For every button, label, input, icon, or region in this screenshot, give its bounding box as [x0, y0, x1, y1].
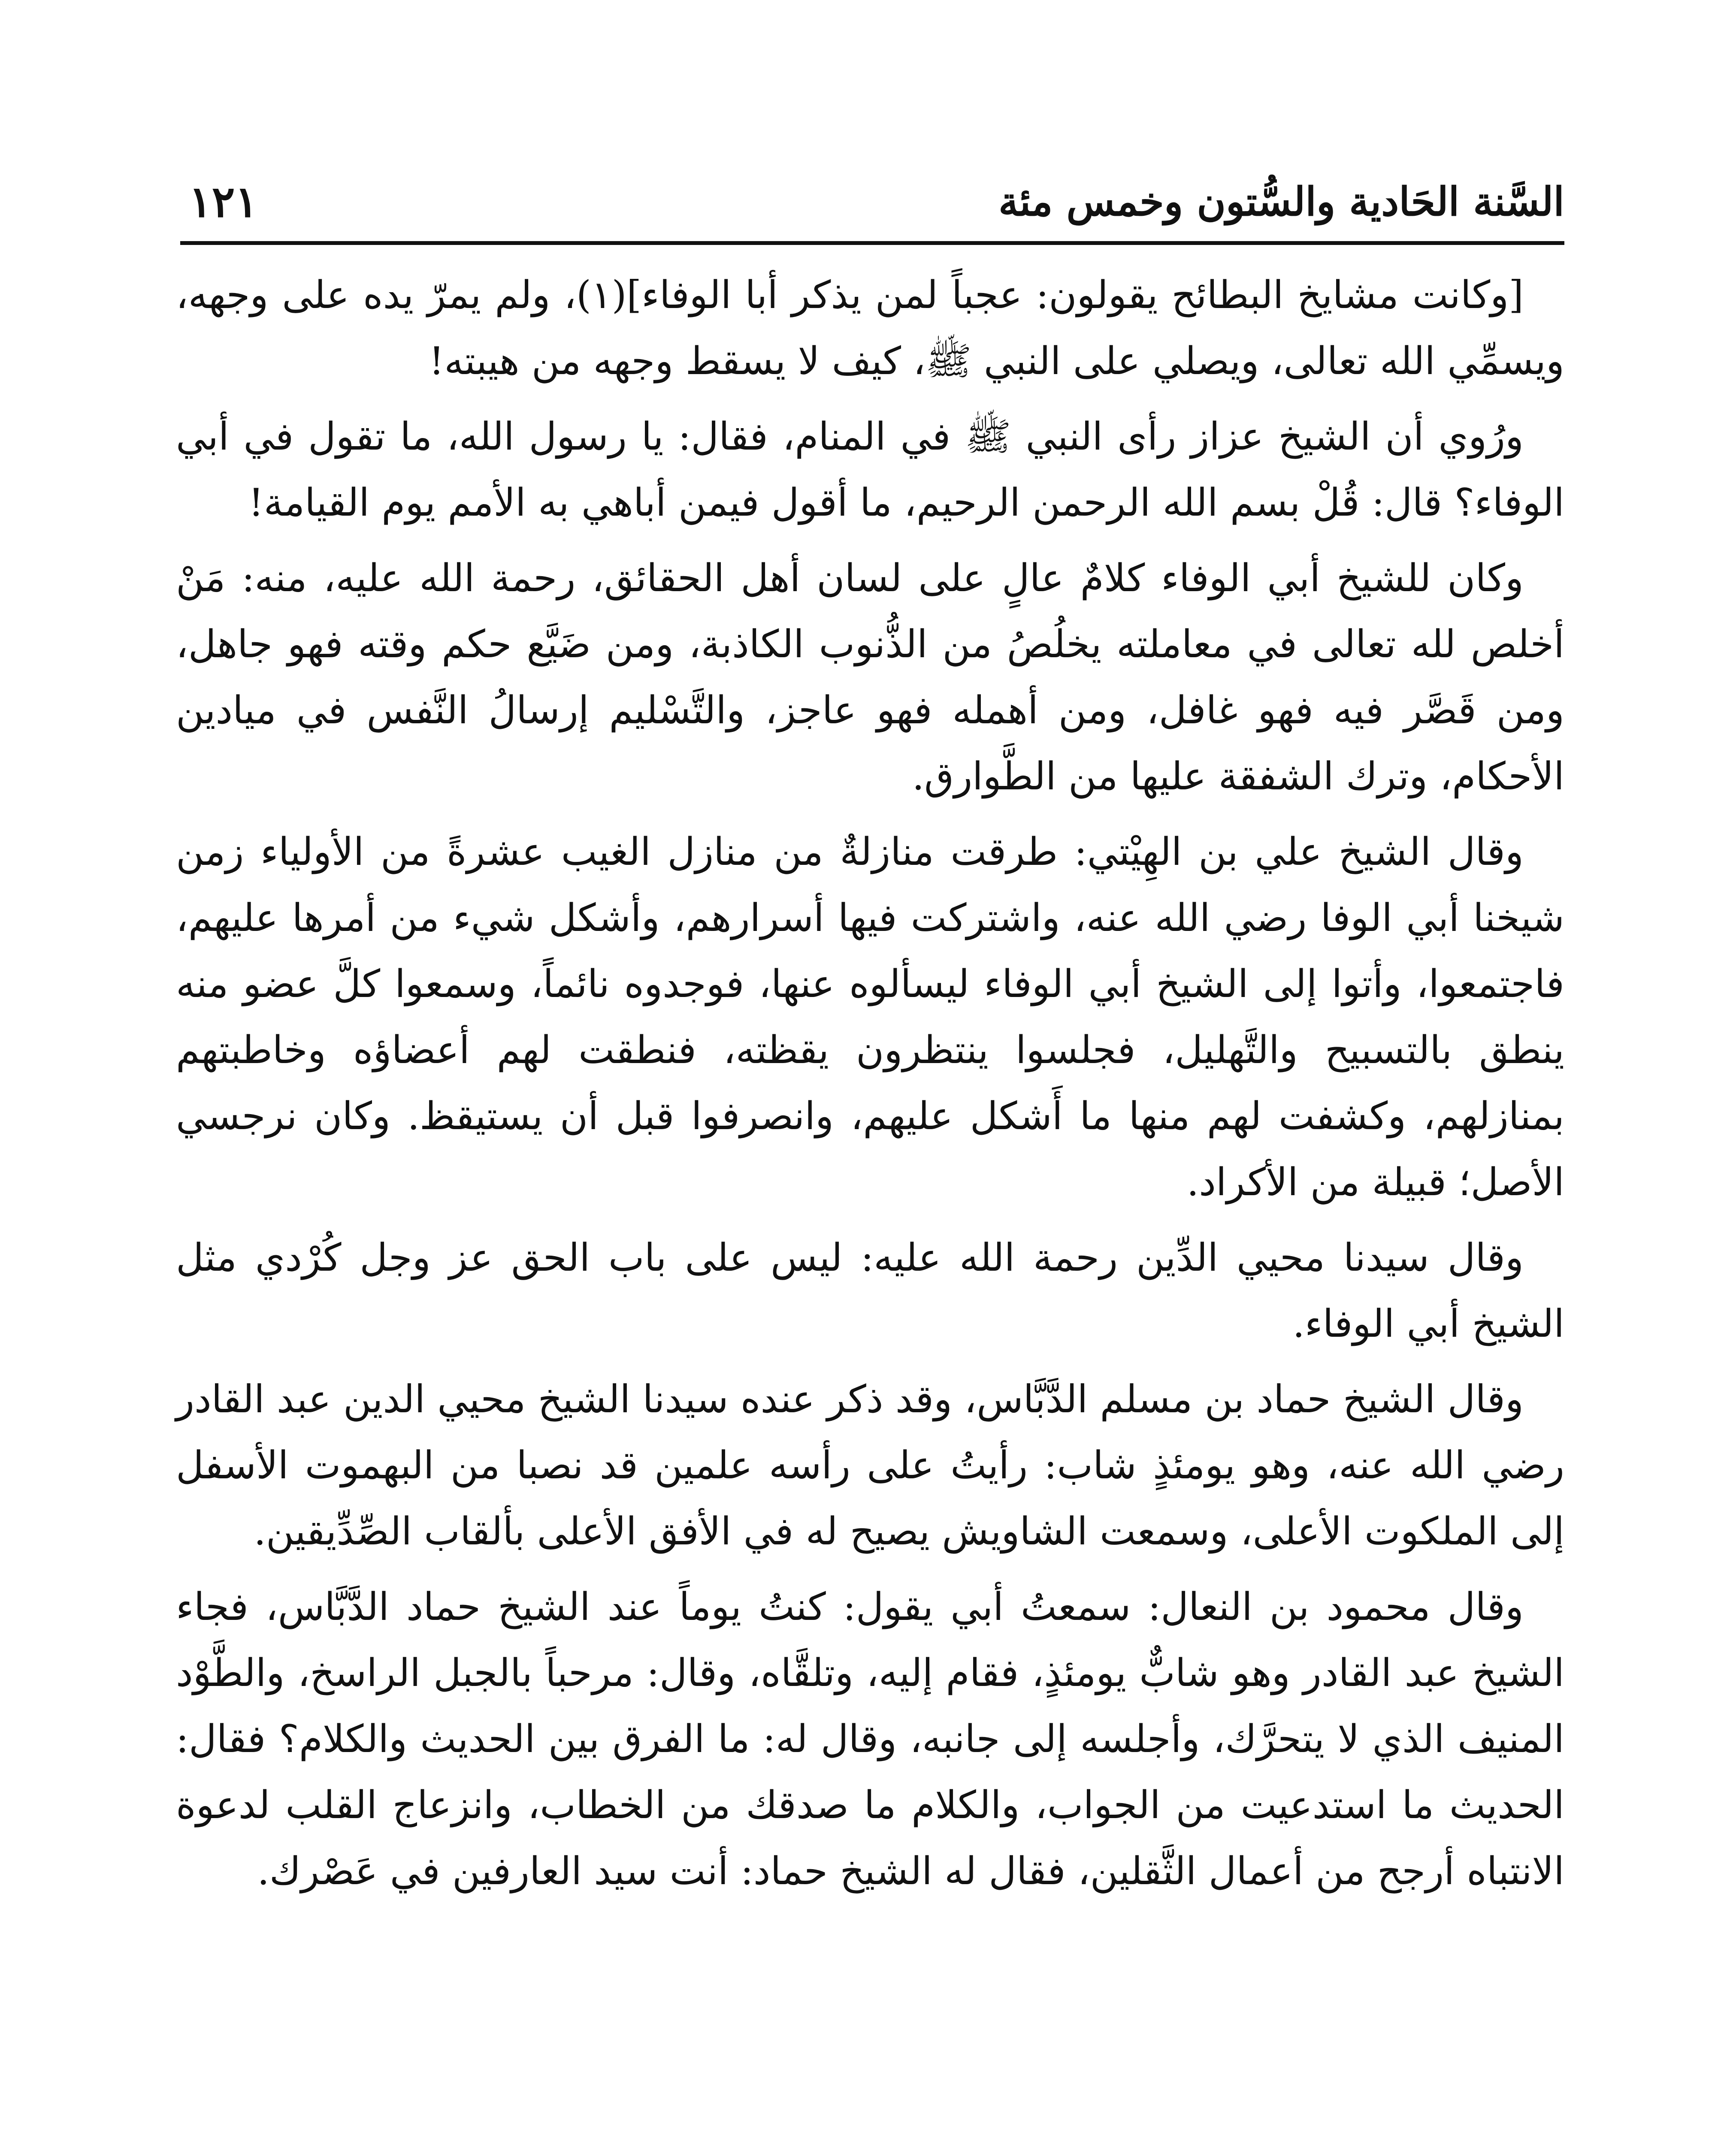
- header-rule: [180, 241, 1564, 245]
- paragraph: ورُوي أن الشيخ عزاز رأى النبي ﷺ في المنام، فقال: يا رسول الله، ما تقول في أبي الوفاء؟ قال: قُلْ بسم الله الرحمن الرحيم، ما أقول فيمن أباهي به الأمم يوم القيامة!: [176, 414, 1564, 525]
- paragraph: [وكانت مشايخ البطائح يقولون: عجباً لمن يذكر أبا الوفاء](١)، ولم يمرّ يده على وجهه، ويسمِّي الله تعالى، ويصلي على النبي ﷺ، كيف لا يسقط وجهه من هيبته!: [176, 272, 1564, 383]
- paragraph: وكان للشيخ أبي الوفاء كلامٌ عالٍ على لسان أهل الحقائق، رحمة الله عليه، منه: مَنْ أخلص لله تعالى في معاملته يخلُصُ من الذُّنوب الكاذبة، ومن ضَيَّع حكم وقته فهو جاهل، ومن قَصَّر فيه فهو غافل، ومن أهمله فهو عاجز، والتَّسْليم إرسالُ النَّفس في ميادين الأحكام، وترك الشفقة عليها من الطَّوارق.: [176, 556, 1564, 798]
- page-header: [180, 169, 1564, 238]
- running-title: السَّنة الحَادية والسُّتون وخمس مئة: [998, 178, 1564, 225]
- paragraph: وقال الشيخ علي بن الهِيْتي: طرقت منازلةٌ من منازل الغيب عشرةً من الأولياء زمن شيخنا أبي الوفا رضي الله عنه، واشتركت فيها أسرارهم، وأشكل شيء من أمرها عليهم، فاجتمعوا، وأتوا إلى الشيخ أبي الوفاء ليسألوه عنها، فوجدوه نائماً، وسمعوا كلَّ عضو منه ينطق بالتسبيح والتَّهليل، فجلسوا ينتظرون يقظته، فنطقت لهم أعضاؤه وخاطبتهم بمنازلهم، وكشفت لهم منها ما أَشكل عليهم، وانصرفوا قبل أن يستيقظ. وكان نرجسي الأصل؛ قبيلة من الأكراد.: [176, 829, 1564, 1204]
- paragraph: وقال الشيخ حماد بن مسلم الدَّبَّاس، وقد ذكر عنده سيدنا الشيخ محيي الدين عبد القادر رضي الله عنه، وهو يومئذٍ شاب: رأيتُ على رأسه علمين قد نصبا من البهموت الأسفل إلى الملكوت الأعلى، وسمعت الشاويش يصيح له في الأفق الأعلى بألقاب الصِّدِّيقين.: [176, 1377, 1564, 1553]
- paragraph: وقال محمود بن النعال: سمعتُ أبي يقول: كنتُ يوماً عند الشيخ حماد الدَّبَّاس، فجاء الشيخ عبد القادر وهو شابٌّ يومئذٍ، فقام إليه، وتلقَّاه، وقال: مرحباً بالجبل الراسخ، والطَّوْد المنيف الذي لا يتحرَّك، وأجلسه إلى جانبه، وقال له: ما الفرق بين الحديث والكلام؟ فقال: الحديث ما استدعيت من الجواب، والكلام ما صدقك من الخطاب، وانزعاج القلب لدعوة الانتباه أرجح من أعمال الثَّقلين، فقال له الشيخ حماد: أنت سيد العارفين في عَصْرك.: [176, 1584, 1564, 1893]
- page-number: ١٢١: [189, 176, 258, 227]
- paragraph: وقال سيدنا محيي الدِّين رحمة الله عليه: ليس على باب الحق عز وجل كُرْدي مثل الشيخ أبي الوفاء.: [176, 1235, 1564, 1346]
- main-text: [176, 262, 1564, 1913]
